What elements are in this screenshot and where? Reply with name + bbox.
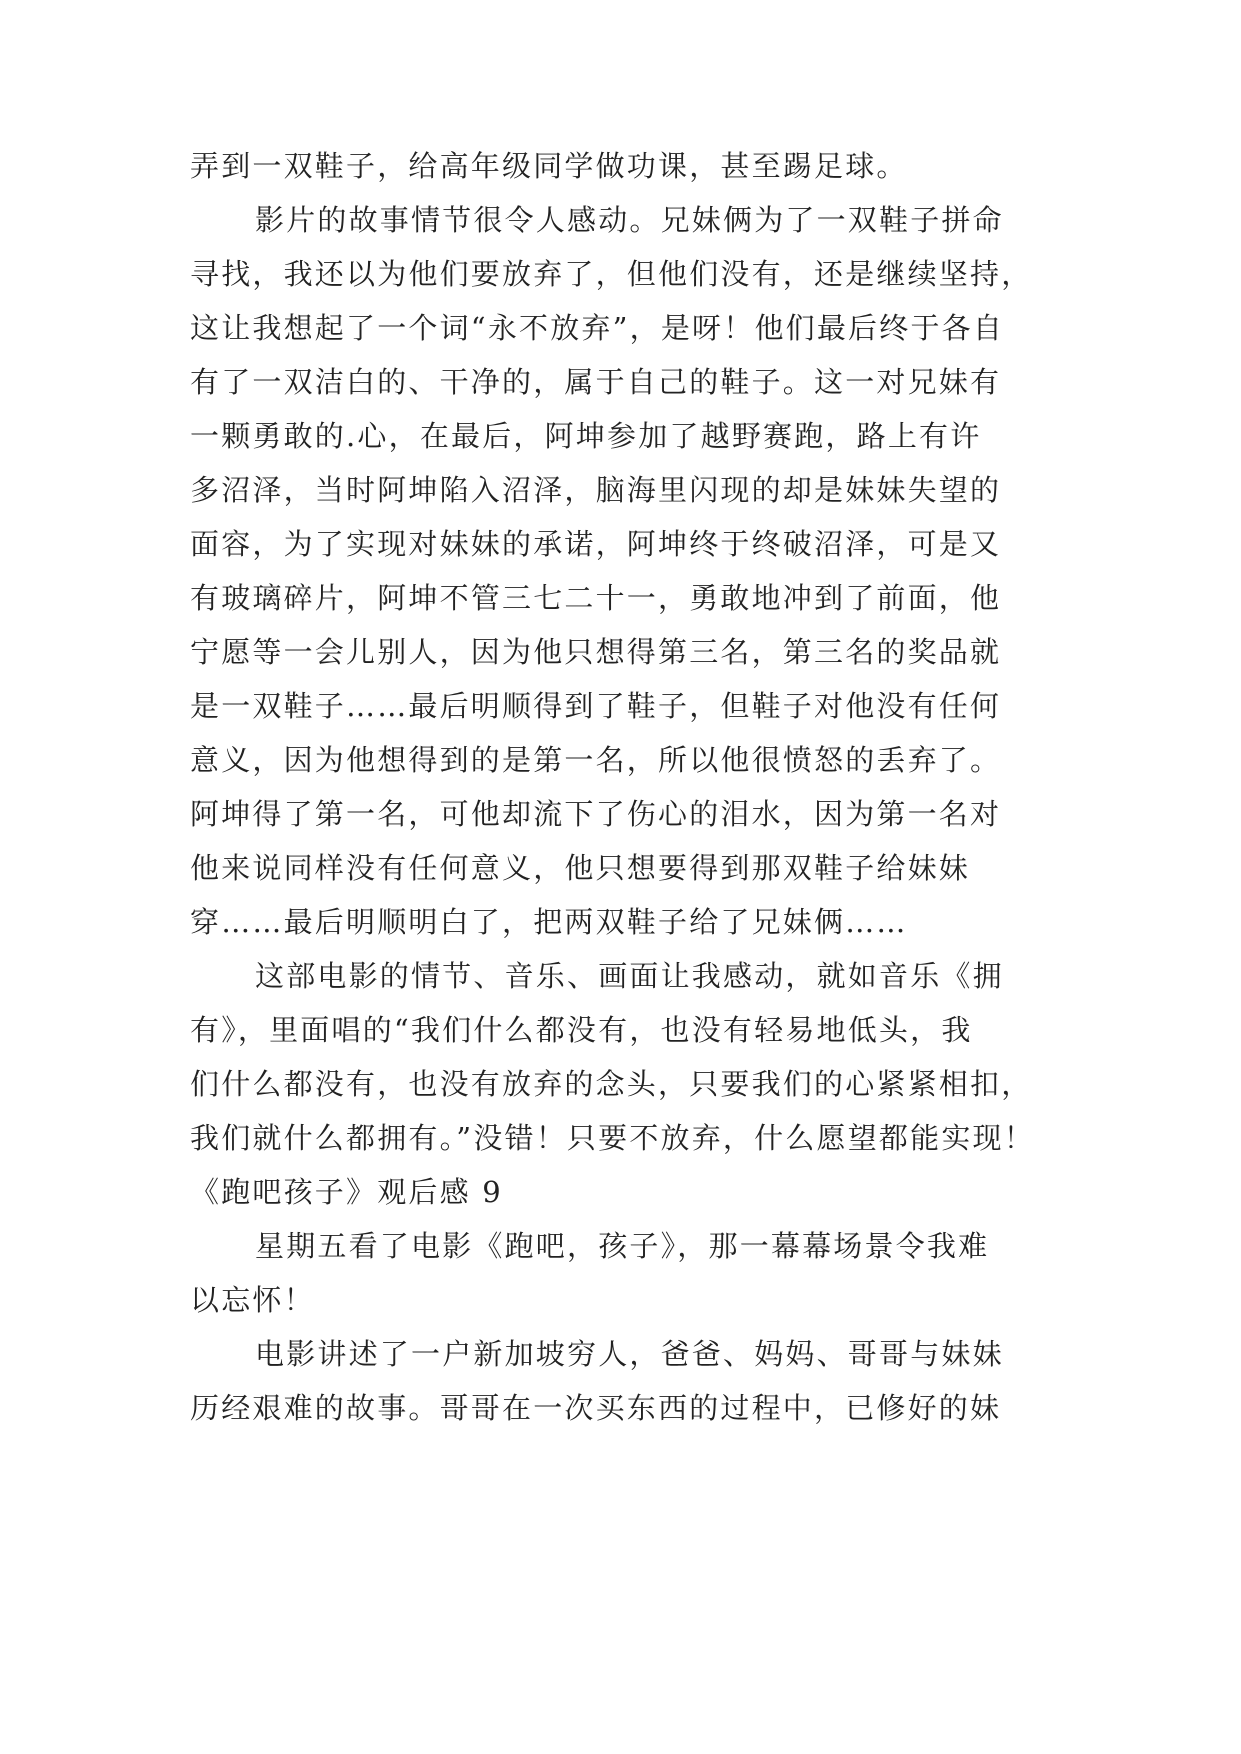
text-line: 宁愿等一会儿别人，因为他只想得第三名，第三名的奖品就 xyxy=(190,635,1002,669)
text-line: 以忘怀！ xyxy=(190,1283,315,1317)
text-line: 有玻璃碎片，阿坤不管三七二十一，勇敢地冲到了前面，他 xyxy=(190,581,1002,615)
text-line: 寻找，我还以为他们要放弃了，但他们没有，还是继续坚持， xyxy=(190,257,1033,291)
text-line: 这让我想起了一个词“永不放弃”，是呀！他们最后终于各自 xyxy=(190,311,1005,345)
paragraph-start: 这部电影的情节、音乐、画面让我感动，就如音乐《拥 xyxy=(255,959,1004,993)
paragraph-start: 电影讲述了一户新加坡穷人，爸爸、妈妈、哥哥与妹妹 xyxy=(255,1337,1004,1371)
text-line: 历经艰难的故事。哥哥在一次买东西的过程中，已修好的妹 xyxy=(190,1391,1002,1425)
text-line: 有》，里面唱的“我们什么都没有，也没有轻易地低头，我 xyxy=(190,1013,973,1047)
text-line: 们什么都没有，也没有放弃的念头，只要我们的心紧紧相扣， xyxy=(190,1067,1033,1101)
text-line: 我们就什么都拥有。”没错！只要不放弃，什么愿望都能实现！ xyxy=(190,1121,1035,1155)
text-line: 一颗勇敢的.心，在最后，阿坤参加了越野赛跑，路上有许 xyxy=(190,419,982,453)
text-line: 阿坤得了第一名，可他却流下了伤心的泪水，因为第一名对 xyxy=(190,797,1002,831)
paragraph-start: 星期五看了电影《跑吧，孩子》，那一幕幕场景令我难 xyxy=(255,1229,990,1263)
text-line: 多沼泽，当时阿坤陷入沼泽，脑海里闪现的却是妹妹失望的 xyxy=(190,473,1002,507)
text-line: 他来说同样没有任何意义，他只想要得到那双鞋子给妹妹 xyxy=(190,851,971,885)
text-line: 穿……最后明顺明白了，把两双鞋子给了兄妹俩…… xyxy=(190,905,908,939)
text-line: 面容，为了实现对妹妹的承诺，阿坤终于终破沼泽，可是又 xyxy=(190,527,1002,561)
text-line: 是一双鞋子……最后明顺得到了鞋子，但鞋子对他没有任何 xyxy=(190,689,1002,723)
paragraph-start: 影片的故事情节很令人感动。兄妹俩为了一双鞋子拼命 xyxy=(255,203,1004,237)
text-line: 意义，因为他想得到的是第一名，所以他很愤怒的丢弃了。 xyxy=(190,743,1002,777)
section-title: 《跑吧孩子》观后感 9 xyxy=(190,1175,503,1209)
text-line: 弄到一双鞋子，给高年级同学做功课，甚至踢足球。 xyxy=(190,149,908,183)
text-line: 有了一双洁白的、干净的，属于自己的鞋子。这一对兄妹有 xyxy=(190,365,1002,399)
